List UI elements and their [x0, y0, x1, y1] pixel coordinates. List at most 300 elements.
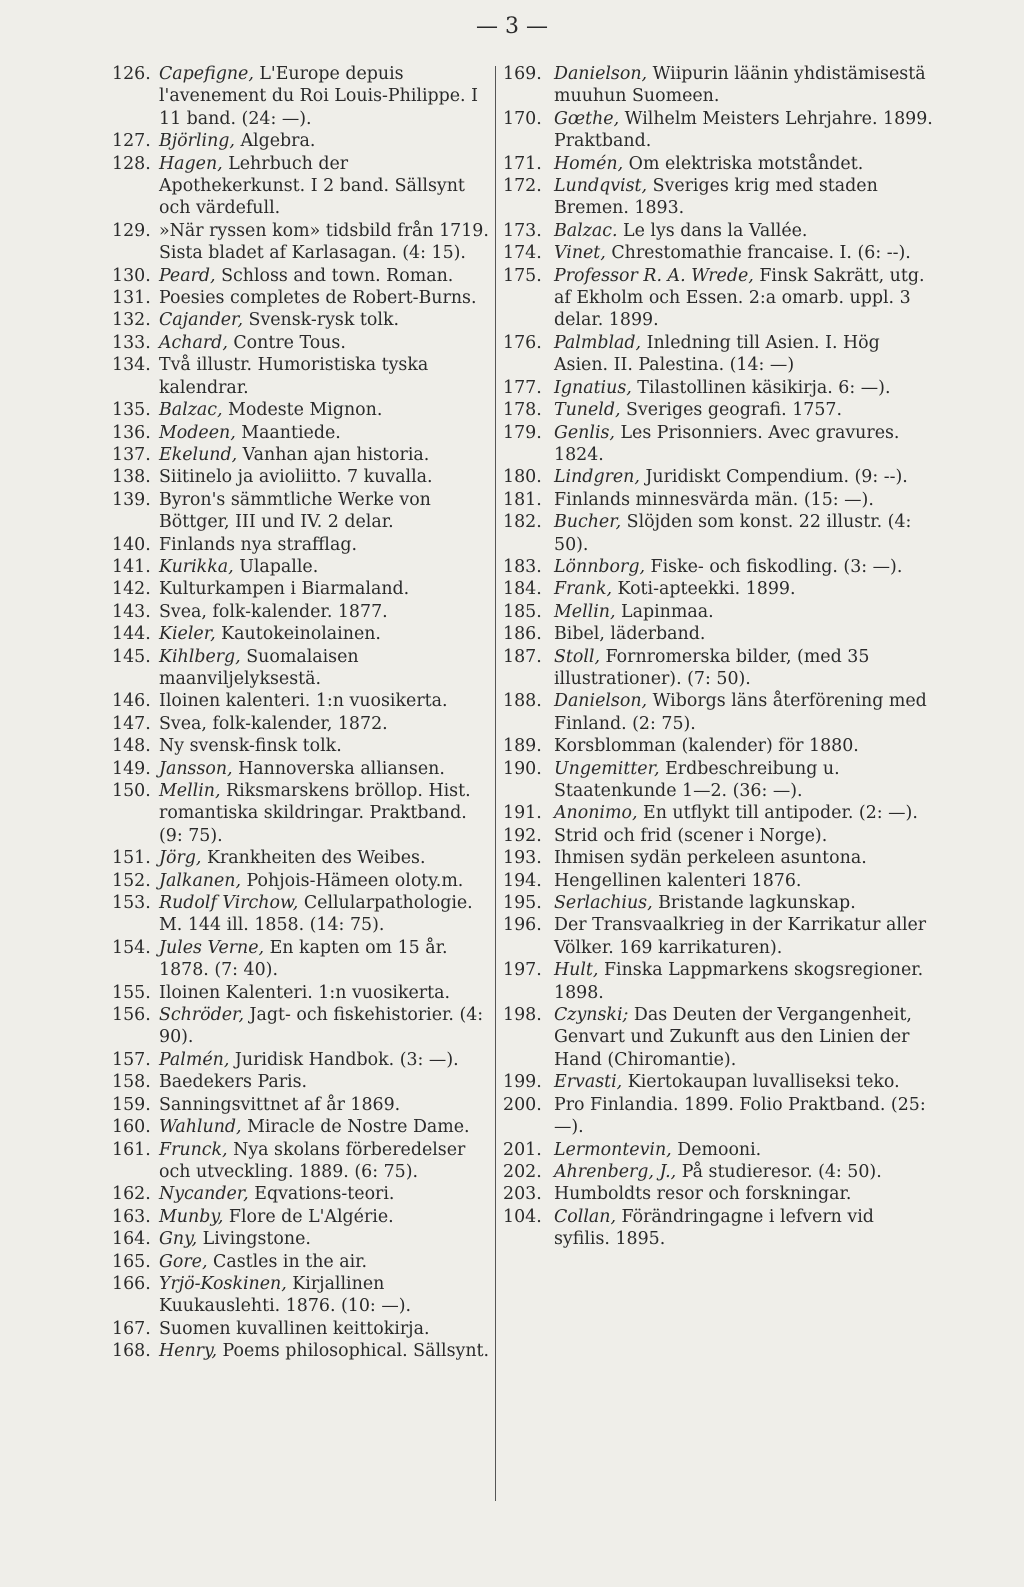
catalog-entry	[112, 982, 490, 1004]
entry-description	[554, 623, 935, 645]
entry-number: 199.	[503, 1072, 542, 1093]
catalog-entry	[503, 623, 935, 645]
entry-description	[159, 690, 490, 712]
column-divider	[495, 66, 496, 1501]
entry-description	[159, 556, 490, 578]
catalog-entry	[503, 220, 935, 242]
catalog-entry	[112, 63, 490, 130]
entry-number: 168.	[112, 1341, 151, 1362]
entry-description	[554, 1183, 935, 1205]
catalog-entry	[503, 892, 935, 914]
entry-title: Der Transvaalkrieg in der Karrikatur aller Völker. 169 karrikaturen).	[554, 915, 927, 958]
entry-author: Kihlberg,	[159, 646, 241, 667]
entry-description	[554, 758, 935, 803]
entry-title: Svensk-rysk tolk.	[243, 310, 400, 331]
entry-title: Vanhan ajan historia.	[237, 444, 430, 465]
entry-number: 195.	[503, 893, 542, 914]
entry-title: Tilastollinen käsikirja. 6: —).	[631, 377, 891, 398]
entry-author: Ahrenberg, J.,	[554, 1161, 677, 1182]
entry-description	[159, 1094, 490, 1116]
entry-number: 192.	[503, 825, 542, 846]
entry-author: Danielson,	[554, 691, 648, 712]
entry-title: En kapten om 15 år. 1878. (7: 40).	[159, 937, 448, 981]
entry-title: Bristande lagkunskap.	[652, 893, 856, 914]
entry-description	[554, 1161, 935, 1183]
entry-number: 194.	[503, 870, 542, 891]
catalog-entry	[112, 1139, 490, 1184]
entry-number: 139.	[112, 489, 151, 510]
catalog-entry	[112, 1340, 490, 1362]
entry-number: 163.	[112, 1206, 151, 1227]
catalog-entry	[503, 175, 935, 220]
catalog-entry	[112, 332, 490, 354]
entry-description	[159, 422, 490, 444]
entry-description	[554, 63, 935, 108]
catalog-entry	[503, 601, 935, 623]
entry-title: Baedekers Paris.	[159, 1072, 308, 1093]
entry-number: 131.	[112, 288, 151, 309]
entry-author: Homén,	[554, 153, 624, 174]
entry-title: Strid och frid (scener i Norge).	[554, 825, 828, 846]
entry-description	[554, 377, 935, 399]
entry-title: Flore de L'Algérie.	[223, 1206, 394, 1227]
entry-description	[159, 309, 490, 331]
entry-title: Livingstone.	[197, 1229, 311, 1250]
entry-description	[159, 332, 490, 354]
entry-author: Kurikka,	[159, 556, 234, 577]
entry-number: 104.	[503, 1206, 542, 1227]
entry-author: Ervasti,	[554, 1072, 623, 1093]
catalog-entry	[112, 1183, 490, 1205]
entry-number: 134.	[112, 355, 151, 376]
catalog-entry	[503, 265, 935, 332]
entry-description	[554, 220, 935, 242]
entry-title: Poems philosophical. Sällsynt.	[217, 1341, 490, 1362]
entry-author: Björling,	[159, 131, 235, 152]
entry-number: 133.	[112, 332, 151, 353]
entry-author: Gore,	[159, 1251, 208, 1272]
entry-number: 202.	[503, 1161, 542, 1182]
entry-description	[159, 847, 490, 869]
entry-title: Sanningsvittnet af år 1869.	[159, 1094, 401, 1115]
catalog-entry	[112, 937, 490, 982]
entry-number: 182.	[503, 512, 542, 533]
entry-title: Miracle de Nostre Dame.	[241, 1117, 470, 1138]
entry-description	[159, 1049, 490, 1071]
entry-author: Balzac.	[554, 220, 618, 241]
entry-description	[159, 780, 490, 847]
entry-description	[554, 735, 935, 757]
entry-description	[159, 444, 490, 466]
entry-title: Korsblomman (kalender) för 1880.	[554, 736, 859, 757]
entry-description	[554, 892, 935, 914]
entry-number: 160.	[112, 1117, 151, 1138]
catalog-entry	[503, 1183, 935, 1205]
entry-title: Algebra.	[234, 131, 316, 152]
entry-author: Balzac,	[159, 400, 223, 421]
entry-number: 158.	[112, 1072, 151, 1093]
entry-author: Ignatius,	[554, 377, 632, 398]
entry-number: 183.	[503, 556, 542, 577]
entry-description	[159, 220, 490, 265]
entry-number: 186.	[503, 624, 542, 645]
entry-number: 136.	[112, 422, 151, 443]
entry-number: 130.	[112, 265, 151, 286]
entry-title: Hengellinen kalenteri 1876.	[554, 870, 802, 891]
entry-description	[554, 1206, 935, 1251]
entry-description	[159, 130, 490, 152]
entry-description	[159, 63, 490, 130]
entry-title: Finska Lappmarkens skogsregioner. 1898.	[554, 960, 924, 1003]
entry-author: Stoll,	[554, 646, 601, 667]
entry-description	[159, 1071, 490, 1093]
entry-number: 149.	[112, 758, 151, 779]
catalog-entry	[112, 578, 490, 600]
entry-number: 185.	[503, 601, 542, 622]
entry-title: Modeste Mignon.	[222, 400, 383, 421]
catalog-entry	[503, 690, 935, 735]
entry-description	[554, 511, 935, 556]
entry-title: Suomen kuvallinen keittokirja.	[159, 1318, 430, 1339]
catalog-entry	[112, 287, 490, 309]
entry-author: Mellin,	[159, 781, 221, 801]
entry-number: 138.	[112, 467, 151, 488]
entry-number: 151.	[112, 848, 151, 869]
entry-title: Juridisk Handbok. (3: —).	[229, 1049, 459, 1070]
entry-title: Le lys dans la Vallée.	[617, 220, 808, 241]
entry-title: Riksmarskens bröllop. Hist. romantiska skildringar. Praktband. (9: 75).	[159, 781, 471, 846]
entry-description	[159, 623, 490, 645]
catalog-entry	[112, 892, 490, 937]
catalog-entry	[112, 265, 490, 287]
catalog-entry	[112, 399, 490, 421]
entry-description	[159, 758, 490, 780]
entry-title: Suomalaisen maanviljelyksestä.	[159, 646, 359, 689]
entry-title: Demooni.	[671, 1139, 762, 1160]
entry-description	[159, 399, 490, 421]
entry-number: 137.	[112, 444, 151, 465]
entry-title: L'Europe depuis l'avenement du Roi Louis-Philippe. I 11 band. (24: —).	[159, 64, 478, 129]
entry-author: Kieler,	[159, 624, 216, 645]
catalog-entry	[503, 556, 935, 578]
entry-number: 187.	[503, 646, 542, 667]
entry-description	[554, 489, 935, 511]
entry-number: 150.	[112, 781, 151, 801]
entry-number: 177.	[503, 377, 542, 398]
entry-description	[554, 959, 935, 1004]
entry-title: Schloss and town. Roman.	[215, 265, 454, 286]
entry-author: Genlis,	[554, 422, 615, 443]
entry-number: 178.	[503, 400, 542, 421]
entry-number: 176.	[503, 332, 542, 353]
catalog-entry	[503, 1206, 935, 1251]
catalog-entry	[503, 914, 935, 959]
entry-author: Jansson,	[159, 758, 233, 779]
entry-title: Hannoverska alliansen.	[232, 758, 445, 779]
catalog-entry	[112, 354, 490, 399]
entry-description	[159, 265, 490, 287]
entry-number: 148.	[112, 736, 151, 757]
entry-description	[554, 847, 935, 869]
catalog-entry	[112, 534, 490, 556]
entry-description	[159, 892, 490, 937]
catalog-entry	[112, 1071, 490, 1093]
entry-number: 189.	[503, 736, 542, 757]
entry-number: 201.	[503, 1139, 542, 1160]
entry-number: 129.	[112, 220, 151, 241]
entry-title: Ihmisen sydän perkeleen asuntona.	[554, 848, 867, 869]
entry-description	[159, 354, 490, 399]
entry-author: Ekelund,	[159, 444, 238, 465]
entry-title: Wiborgs läns återförening med Finland. (2: 75).	[554, 691, 927, 734]
entry-number: 190.	[503, 758, 542, 779]
entry-author: Danielson,	[554, 64, 648, 84]
catalog-entry	[112, 870, 490, 892]
entry-description	[159, 1139, 490, 1184]
entry-author: Czynski;	[554, 1005, 629, 1026]
entry-title: Cellularpathologie. M. 144 ill. 1858. (14: 75).	[159, 893, 473, 936]
entry-title: Juridiskt Compendium. (9: --).	[639, 467, 908, 488]
catalog-entry	[503, 825, 935, 847]
entry-number: 159.	[112, 1094, 151, 1115]
entry-title: Inledning till Asien. I. Hög Asien. II. Palestina. (14: —)	[554, 332, 880, 376]
entry-number: 140.	[112, 534, 151, 555]
entry-title: Wiipurin läänin yhdistämisestä muuhun Suomeen.	[554, 64, 926, 107]
entry-author: Modeen,	[159, 422, 236, 443]
entry-number: 188.	[503, 691, 542, 712]
catalog-entry	[503, 802, 935, 824]
entry-description	[159, 601, 490, 623]
entry-number: 169.	[503, 64, 542, 84]
catalog-entry	[112, 713, 490, 735]
catalog-entry	[112, 489, 490, 534]
entry-description	[159, 982, 490, 1004]
catalog-entry	[112, 422, 490, 444]
catalog-entry	[112, 1273, 490, 1318]
catalog-entry	[503, 511, 935, 556]
catalog-entry	[503, 108, 935, 153]
entry-title: Siitinelo ja avioliitto. 7 kuvalla.	[159, 467, 433, 488]
entry-title: Pohjois-Hämeen oloty.m.	[241, 870, 464, 891]
entry-title: Finlands minnesvärda män. (15: —).	[554, 489, 874, 510]
catalog-entry	[503, 1139, 935, 1161]
entry-description	[159, 1318, 490, 1340]
entry-author: Gny,	[159, 1229, 198, 1250]
entry-description	[159, 1004, 490, 1049]
entry-title: Iloinen Kalenteri. 1:n vuosikerta.	[159, 982, 450, 1003]
entry-number: 152.	[112, 870, 151, 891]
entry-author: Capefigne,	[159, 64, 254, 84]
entry-title: Kulturkampen i Biarmaland.	[159, 579, 410, 600]
entry-number: 174.	[503, 243, 542, 264]
entry-title: Slöjden som konst. 22 illustr. (4: 50).	[554, 512, 912, 555]
entry-author: Lermontevin,	[554, 1139, 672, 1160]
left-column	[112, 63, 490, 1363]
entry-author: Cajander,	[159, 310, 243, 331]
entry-author: Vinet,	[554, 243, 606, 264]
entry-title: Finsk Sakrätt, utg. af Ekholm och Essen. 2:a omarb. uppl. 3 delar. 1899.	[554, 265, 925, 331]
catalog-entry	[112, 220, 490, 265]
catalog-entry	[112, 847, 490, 869]
entry-description	[159, 870, 490, 892]
catalog-entry	[503, 1071, 935, 1093]
entry-number: 165.	[112, 1251, 151, 1272]
entry-description	[554, 646, 935, 691]
entry-description	[554, 466, 935, 488]
entry-description	[159, 287, 490, 309]
entry-number: 200.	[503, 1094, 542, 1115]
entry-number: 173.	[503, 220, 542, 241]
entry-title: En utflykt till antipoder. (2: —).	[637, 803, 918, 824]
entry-description	[554, 242, 935, 264]
entry-number: 167.	[112, 1318, 151, 1339]
entry-number: 197.	[503, 960, 542, 981]
entry-number: 191.	[503, 803, 542, 824]
entry-description	[554, 825, 935, 847]
entry-description	[554, 578, 935, 600]
entry-title: Sveriges krig med staden Bremen. 1893.	[554, 176, 878, 219]
entry-title: Contre Tous.	[227, 332, 346, 353]
entry-description	[554, 1094, 935, 1139]
entry-author: Tuneld,	[554, 400, 621, 421]
entry-description	[159, 1116, 490, 1138]
entry-number: 164.	[112, 1229, 151, 1250]
catalog-entry	[503, 466, 935, 488]
catalog-entry	[503, 578, 935, 600]
entry-description	[554, 332, 935, 377]
entry-description	[554, 1071, 935, 1093]
catalog-entry	[503, 63, 935, 108]
entry-number: 153.	[112, 893, 151, 914]
entry-author: Rudolf Virchow,	[159, 893, 299, 914]
entry-number: 180.	[503, 467, 542, 488]
entry-description	[159, 534, 490, 556]
entry-title: Svea, folk-kalender, 1872.	[159, 713, 388, 734]
entry-title: Lehrbuch der Apothekerkunst. I 2 band. Sällsynt och värdefull.	[159, 153, 465, 219]
catalog-entry	[503, 1161, 935, 1183]
catalog-entry	[503, 377, 935, 399]
entry-number: 184.	[503, 579, 542, 600]
entry-number: 198.	[503, 1005, 542, 1026]
entry-number: 147.	[112, 713, 151, 734]
entry-author: Palmblad,	[554, 332, 642, 353]
entry-number: 171.	[503, 153, 542, 174]
entry-number: 126.	[112, 64, 151, 84]
entry-description	[159, 735, 490, 757]
entry-number: 141.	[112, 556, 151, 577]
entry-title: Två illustr. Humoristiska tyska kalendrar.	[159, 355, 429, 398]
catalog-entry	[503, 959, 935, 1004]
catalog-entry	[503, 422, 935, 467]
entry-description	[554, 108, 935, 153]
entry-title: Nya skolans förberedelser och utveckling. 1889. (6: 75).	[159, 1139, 466, 1182]
entry-description	[554, 914, 935, 959]
catalog-entry	[112, 758, 490, 780]
entry-author: Henry,	[159, 1341, 218, 1362]
entry-number: 128.	[112, 153, 151, 174]
page-number: — 3 —	[476, 14, 548, 39]
catalog-entry	[112, 623, 490, 645]
entry-title: Byron's sämmtliche Werke von Böttger, III und IV. 2 delar.	[159, 489, 431, 533]
entry-title: Chrestomathie francaise. I. (6: --).	[605, 243, 911, 264]
catalog-entry	[112, 1094, 490, 1116]
entry-title: Bibel, läderband.	[554, 624, 706, 645]
entry-author: Jules Verne,	[159, 937, 265, 958]
entry-number: 142.	[112, 579, 151, 600]
catalog-entry	[503, 735, 935, 757]
entry-title: Pro Finlandia. 1899. Folio Praktband. (25: —).	[554, 1094, 926, 1138]
catalog-entry	[503, 758, 935, 803]
entry-description	[159, 153, 490, 220]
entry-title: Ny svensk-finsk tolk.	[159, 736, 342, 757]
entry-title: Iloinen kalenteri. 1:n vuosikerta.	[159, 691, 448, 712]
entry-title: Sveriges geografi. 1757.	[620, 400, 842, 421]
entry-author: Bucher,	[554, 512, 622, 533]
catalog-entry	[112, 1228, 490, 1250]
catalog-entry	[503, 153, 935, 175]
entry-description	[159, 1183, 490, 1205]
catalog-entry	[112, 130, 490, 152]
entry-description	[159, 1206, 490, 1228]
catalog-entry	[503, 242, 935, 264]
entry-author: Frunck,	[159, 1139, 228, 1160]
entry-author: Munby,	[159, 1206, 224, 1227]
catalog-entry	[503, 489, 935, 511]
entry-description	[159, 1273, 490, 1318]
entry-description	[554, 422, 935, 467]
catalog-entry	[112, 1318, 490, 1340]
entry-description	[159, 578, 490, 600]
catalog-entry	[112, 735, 490, 757]
entry-title: Humboldts resor och forskningar.	[554, 1184, 852, 1205]
entry-description	[159, 1228, 490, 1250]
catalog-entry	[112, 309, 490, 331]
entry-number: 155.	[112, 982, 151, 1003]
entry-title: Koti-apteekki. 1899.	[612, 579, 796, 600]
entry-title: Förändringagne i lefvern vid syfilis. 1895.	[554, 1206, 874, 1250]
entry-title: Finlands nya strafflag.	[159, 534, 358, 555]
catalog-entry	[503, 399, 935, 421]
entry-author: Frank,	[554, 579, 613, 600]
entry-author: Gœthe,	[554, 108, 620, 129]
entry-author: Lindgren,	[554, 467, 640, 488]
entry-number: 157.	[112, 1049, 151, 1070]
catalog-entry	[503, 646, 935, 691]
entry-number: 146.	[112, 691, 151, 712]
entry-title: Lapinmaa.	[615, 601, 714, 622]
entry-number: 144.	[112, 624, 151, 645]
entry-number: 193.	[503, 848, 542, 869]
entry-author: Jörg,	[159, 848, 202, 869]
catalog-entry	[503, 332, 935, 377]
catalog-entry	[112, 1049, 490, 1071]
entry-number: 170.	[503, 108, 542, 129]
entry-number: 166.	[112, 1273, 151, 1294]
entry-number: 162.	[112, 1184, 151, 1205]
entry-title: På studieresor. (4: 50).	[676, 1161, 882, 1182]
entry-description	[554, 556, 935, 578]
catalog-entry	[112, 444, 490, 466]
entry-description	[159, 1340, 490, 1362]
entry-title: Svea, folk-kalender. 1877.	[159, 601, 388, 622]
catalog-entry	[112, 556, 490, 578]
entry-title: Kiertokaupan luvalliseksi teko.	[622, 1072, 900, 1093]
entry-description	[554, 690, 935, 735]
catalog-entry	[112, 1206, 490, 1228]
entry-number: 132.	[112, 310, 151, 331]
entry-author: Schröder,	[159, 1005, 244, 1026]
entry-author: Ungemitter,	[554, 758, 660, 779]
